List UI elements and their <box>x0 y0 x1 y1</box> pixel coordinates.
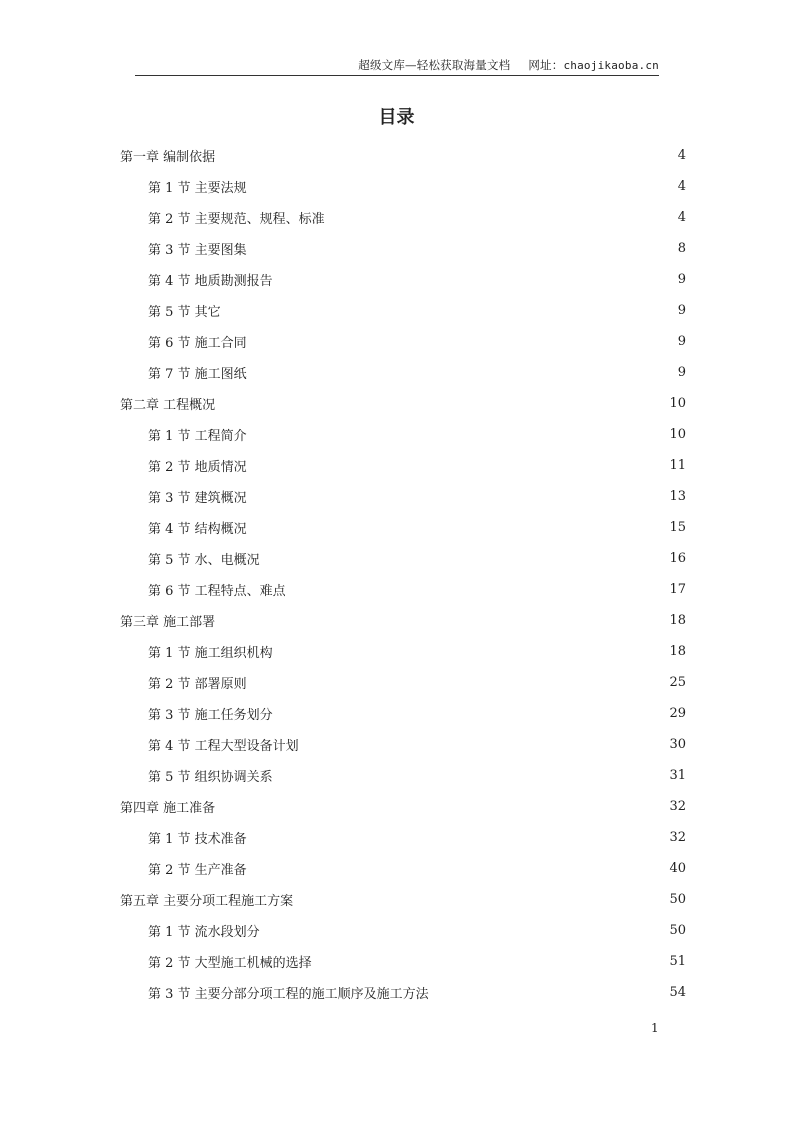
toc-dot-leader <box>304 738 665 751</box>
toc-dot-leader <box>252 180 673 193</box>
toc-section-entry[interactable] <box>120 760 686 791</box>
toc-section-entry[interactable] <box>120 450 686 481</box>
toc-entry-label: 第 5 节 其它 <box>148 305 221 320</box>
toc-entry-page: 4 <box>677 210 686 225</box>
toc-dot-leader <box>278 273 673 286</box>
toc-entry-label: 第 1 节 工程简介 <box>148 429 247 444</box>
toc-dot-leader <box>291 583 665 596</box>
toc-entry-label: 第 3 节 主要图集 <box>148 243 247 258</box>
toc-dot-leader <box>252 831 665 844</box>
toc-section-entry[interactable] <box>120 822 686 853</box>
toc-dot-leader <box>278 707 665 720</box>
toc-section-entry[interactable] <box>120 636 686 667</box>
toc-entry-page: 9 <box>677 303 686 318</box>
toc-entry-page: 30 <box>669 737 686 752</box>
toc-dot-leader <box>265 552 665 565</box>
toc-entry-page: 29 <box>669 706 686 721</box>
toc-entry-page: 25 <box>669 675 686 690</box>
header-text <box>358 57 659 73</box>
toc-entry-page: 8 <box>677 241 686 256</box>
toc-entry-label: 第四章 施工准备 <box>120 801 216 816</box>
toc-entry-page: 9 <box>677 365 686 380</box>
table-of-contents <box>120 140 686 1008</box>
toc-dot-leader <box>252 242 673 255</box>
toc-entry-label: 第 5 节 组织协调关系 <box>148 770 273 785</box>
toc-dot-leader <box>220 614 664 627</box>
toc-entry-page: 18 <box>669 644 686 659</box>
toc-section-entry[interactable] <box>120 233 686 264</box>
toc-entry-page: 18 <box>669 613 686 628</box>
toc-section-entry[interactable] <box>120 357 686 388</box>
toc-section-entry[interactable] <box>120 729 686 760</box>
page-title: 目录 <box>378 107 415 128</box>
toc-entry-page: 50 <box>669 892 686 907</box>
toc-entry-page: 31 <box>669 768 686 783</box>
toc-entry-label: 第五章 主要分项工程施工方案 <box>120 894 294 909</box>
toc-section-entry[interactable] <box>120 977 686 1008</box>
toc-dot-leader <box>330 211 673 224</box>
page-header <box>135 57 659 76</box>
toc-entry-label: 第 3 节 主要分部分项工程的施工顺序及施工方法 <box>148 987 429 1002</box>
toc-dot-leader <box>252 490 665 503</box>
toc-dot-leader <box>252 459 665 472</box>
toc-section-entry[interactable] <box>120 853 686 884</box>
page-number: 1 <box>651 1021 659 1035</box>
toc-entry-label: 第 4 节 结构概况 <box>148 522 247 537</box>
toc-dot-leader <box>252 676 665 689</box>
toc-section-entry[interactable] <box>120 419 686 450</box>
toc-dot-leader <box>265 924 665 937</box>
toc-entry-page: 11 <box>669 458 686 473</box>
toc-entry-page: 17 <box>669 582 686 597</box>
toc-entry-label: 第 2 节 部署原则 <box>148 677 247 692</box>
toc-entry-label: 第三章 施工部署 <box>120 615 216 630</box>
toc-entry-label: 第二章 工程概况 <box>120 398 216 413</box>
toc-section-entry[interactable] <box>120 202 686 233</box>
toc-section-entry[interactable] <box>120 698 686 729</box>
toc-section-entry[interactable] <box>120 295 686 326</box>
toc-entry-label: 第 2 节 主要规范、规程、标准 <box>148 212 325 227</box>
toc-chapter-entry[interactable] <box>120 140 686 171</box>
toc-section-entry[interactable] <box>120 574 686 605</box>
toc-dot-leader <box>220 149 673 162</box>
toc-entry-page: 16 <box>669 551 686 566</box>
toc-entry-label: 第 1 节 主要法规 <box>148 181 247 196</box>
toc-dot-leader <box>298 893 664 906</box>
toc-section-entry[interactable] <box>120 171 686 202</box>
toc-section-entry[interactable] <box>120 946 686 977</box>
toc-dot-leader <box>252 862 665 875</box>
toc-dot-leader <box>252 366 673 379</box>
toc-entry-label: 第 4 节 地质勘测报告 <box>148 274 273 289</box>
toc-section-entry[interactable] <box>120 481 686 512</box>
header-url-link[interactable]: chaojikaoba.cn <box>563 59 659 72</box>
toc-entry-label: 第 2 节 地质情况 <box>148 460 247 475</box>
toc-section-entry[interactable] <box>120 512 686 543</box>
toc-entry-page: 13 <box>669 489 686 504</box>
toc-entry-label: 第 4 节 工程大型设备计划 <box>148 739 299 754</box>
toc-entry-page: 9 <box>677 272 686 287</box>
toc-entry-page: 4 <box>677 148 686 163</box>
toc-chapter-entry[interactable] <box>120 605 686 636</box>
toc-dot-leader <box>317 955 665 968</box>
toc-section-entry[interactable] <box>120 264 686 295</box>
toc-entry-label: 第 2 节 生产准备 <box>148 863 247 878</box>
toc-dot-leader <box>278 769 665 782</box>
toc-entry-page: 9 <box>677 334 686 349</box>
toc-chapter-entry[interactable] <box>120 884 686 915</box>
toc-dot-leader <box>220 397 664 410</box>
toc-entry-page: 54 <box>669 985 686 1000</box>
toc-entry-page: 4 <box>677 179 686 194</box>
header-site-text: 超级文库—轻松获取海量文档 <box>358 58 511 72</box>
toc-dot-leader <box>278 645 665 658</box>
toc-dot-leader <box>220 800 664 813</box>
toc-entry-page: 10 <box>669 396 686 411</box>
toc-chapter-entry[interactable] <box>120 791 686 822</box>
toc-dot-leader <box>252 428 665 441</box>
toc-entry-label: 第 3 节 施工任务划分 <box>148 708 273 723</box>
toc-entry-label: 第一章 编制依据 <box>120 150 216 165</box>
toc-entry-label: 第 6 节 施工合同 <box>148 336 247 351</box>
toc-entry-page: 32 <box>669 799 686 814</box>
toc-entry-page: 50 <box>669 923 686 938</box>
toc-entry-page: 10 <box>669 427 686 442</box>
toc-section-entry[interactable] <box>120 543 686 574</box>
toc-entry-page: 40 <box>669 861 686 876</box>
toc-entry-page: 32 <box>669 830 686 845</box>
toc-chapter-entry[interactable] <box>120 388 686 419</box>
toc-dot-leader <box>226 304 673 317</box>
toc-entry-label: 第 1 节 技术准备 <box>148 832 247 847</box>
toc-dot-leader <box>434 986 665 999</box>
toc-entry-label: 第 5 节 水、电概况 <box>148 553 260 568</box>
header-url-label: 网址： <box>528 58 564 72</box>
toc-entry-label: 第 1 节 施工组织机构 <box>148 646 273 661</box>
toc-section-entry[interactable] <box>120 326 686 357</box>
toc-dot-leader <box>252 335 673 348</box>
toc-dot-leader <box>252 521 665 534</box>
toc-entry-label: 第 1 节 流水段划分 <box>148 925 260 940</box>
toc-entry-label: 第 2 节 大型施工机械的选择 <box>148 956 312 971</box>
toc-section-entry[interactable] <box>120 667 686 698</box>
toc-entry-label: 第 6 节 工程特点、难点 <box>148 584 286 599</box>
toc-entry-page: 15 <box>669 520 686 535</box>
toc-entry-label: 第 3 节 建筑概况 <box>148 491 247 506</box>
toc-entry-page: 51 <box>669 954 686 969</box>
toc-entry-label: 第 7 节 施工图纸 <box>148 367 247 382</box>
toc-section-entry[interactable] <box>120 915 686 946</box>
